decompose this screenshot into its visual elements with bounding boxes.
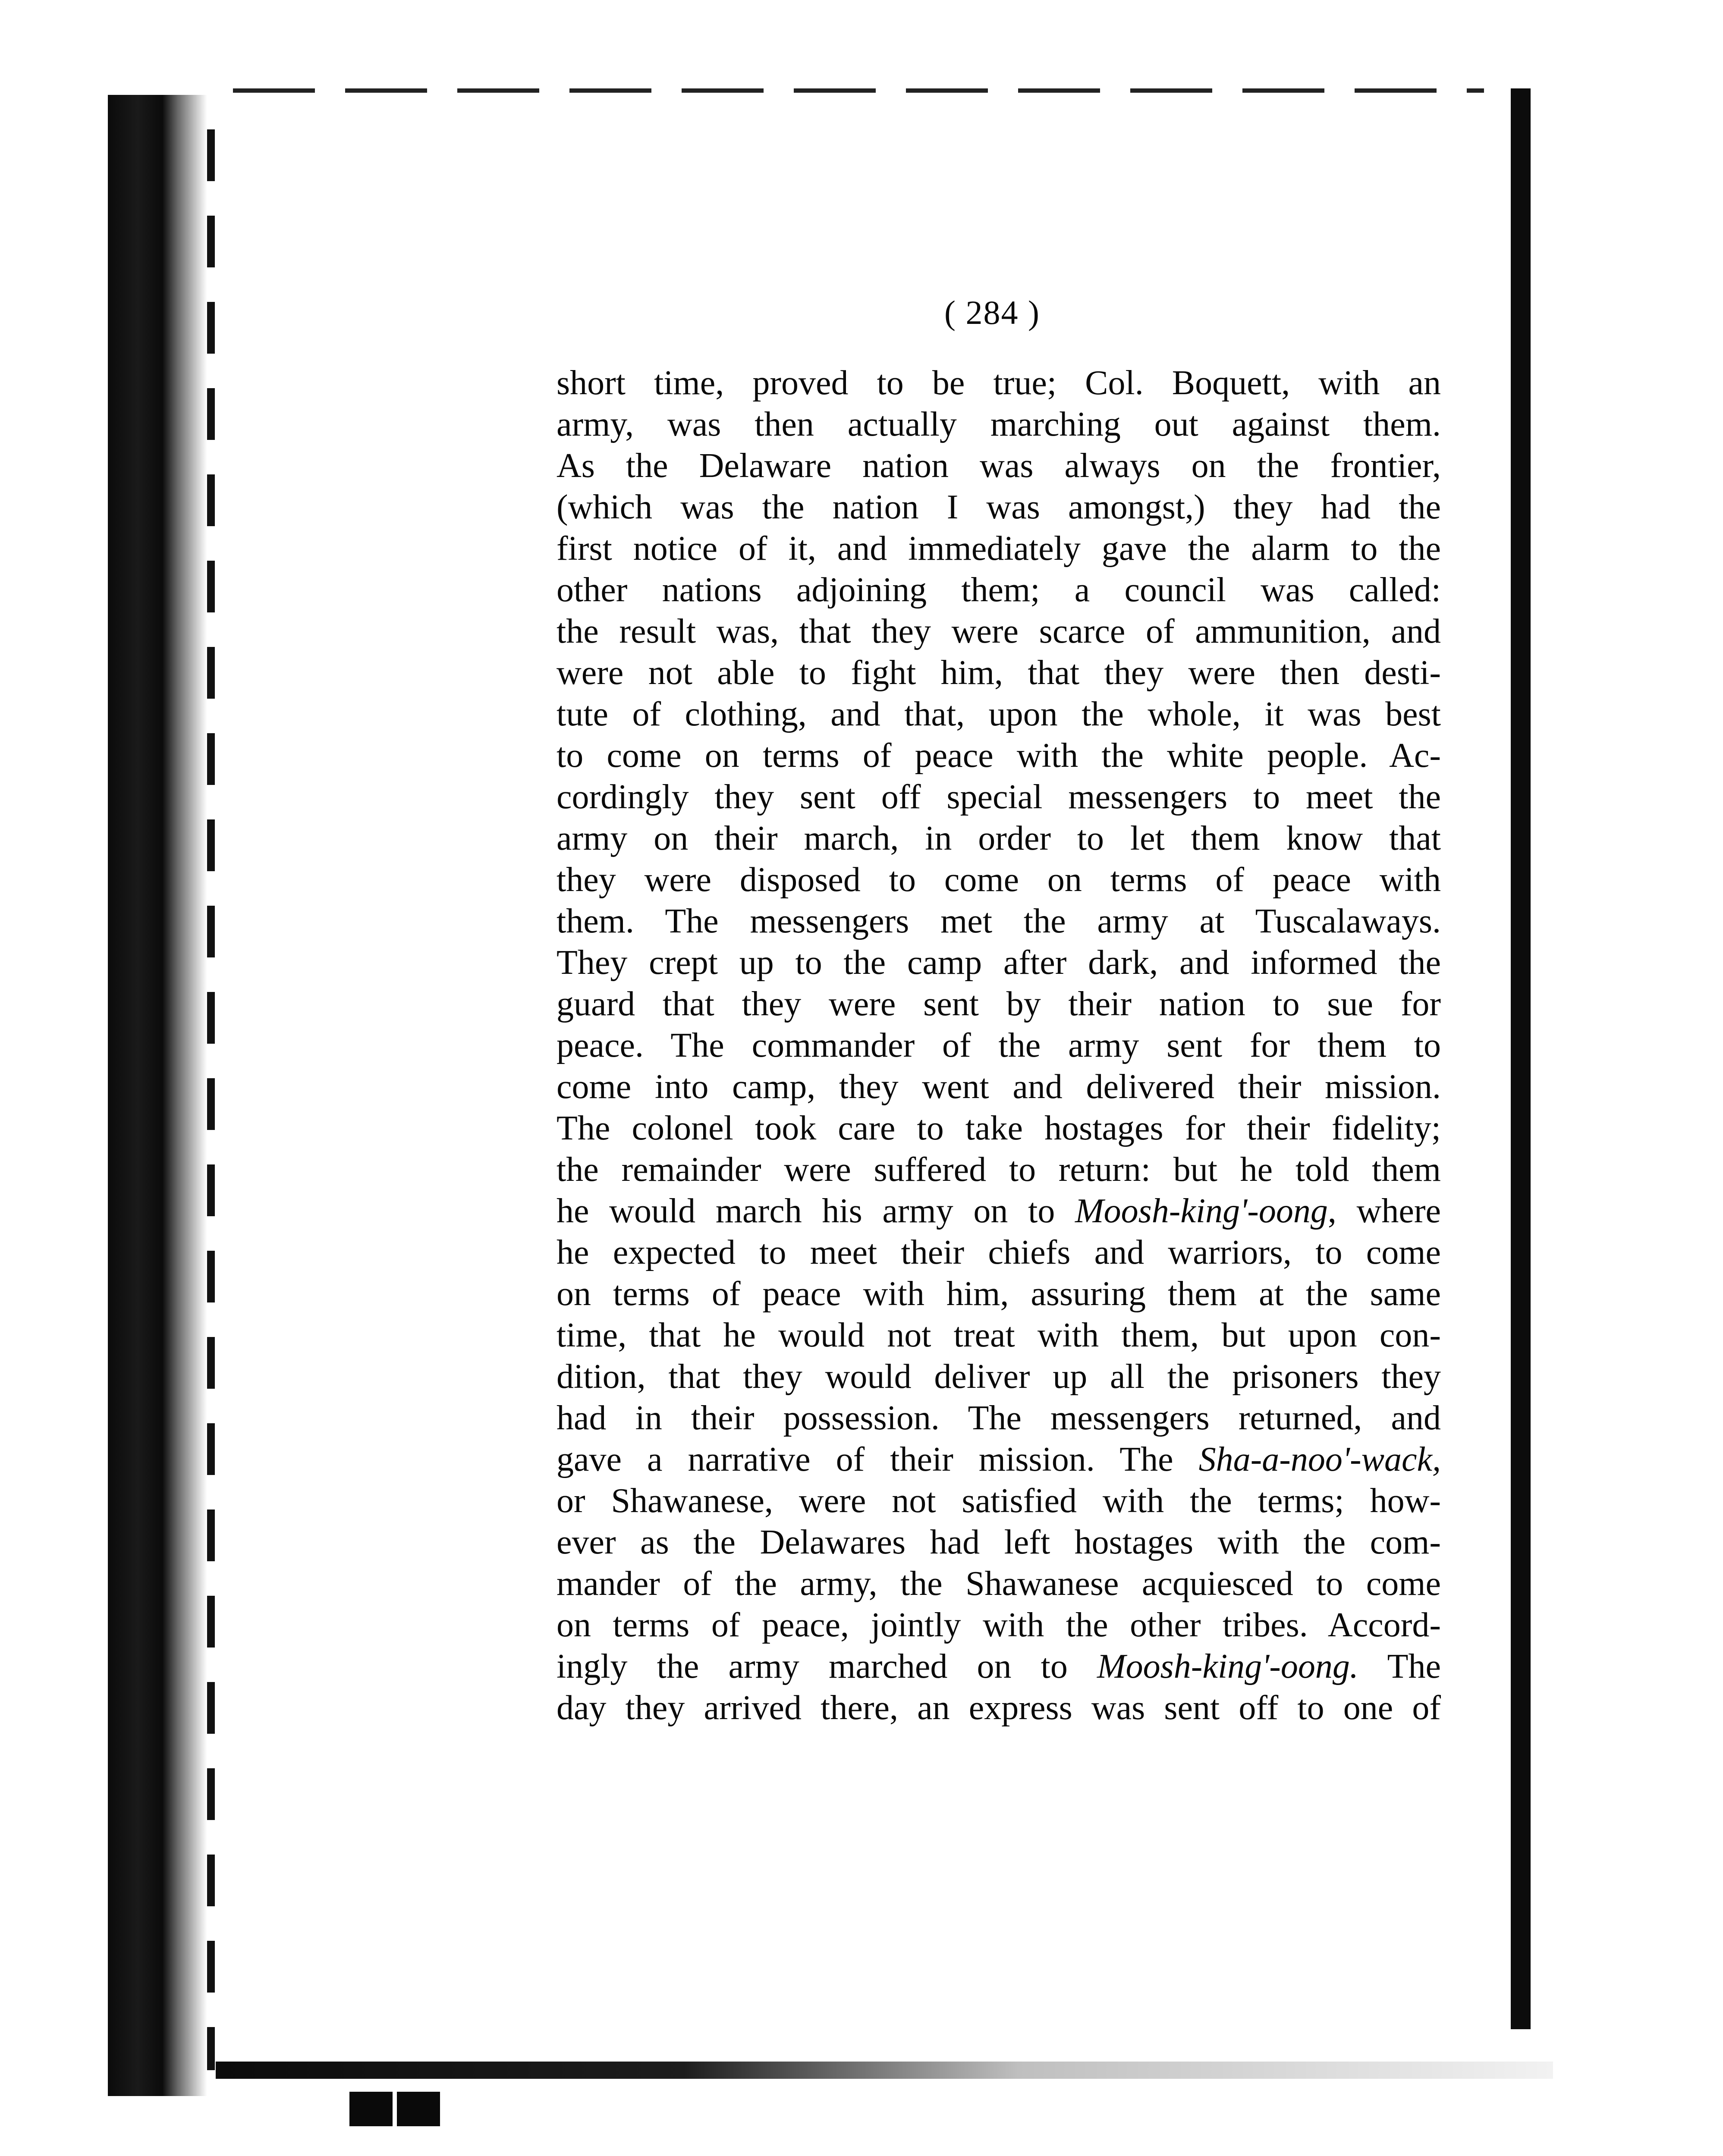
text-line-with-italic bbox=[557, 1646, 1441, 1687]
text-line: to come on terms of peace with the white people. Ac- bbox=[557, 737, 1441, 775]
text-line: peace. The commander of the army sent for them to bbox=[557, 1026, 1441, 1064]
text-line-with-italic bbox=[557, 1439, 1441, 1480]
gutter-marks bbox=[207, 129, 215, 2070]
italic-place-name: Moosh-king'-oong bbox=[1075, 1192, 1328, 1230]
text-line: on terms of peace, jointly with the other tribes. Accord- bbox=[557, 1606, 1441, 1644]
text-line: first notice of it, and immediately gave the alarm to the bbox=[557, 530, 1441, 568]
text-line: guard that they were sent by their nation to sue for bbox=[557, 985, 1441, 1023]
text-line: As the Delaware nation was always on the frontier, bbox=[557, 447, 1441, 485]
text-line: the result was, that they were scarce of ammunition, and bbox=[557, 612, 1441, 650]
text-line: They crept up to the camp after dark, and informed the bbox=[557, 944, 1441, 982]
bottom-edge-shadow bbox=[216, 2062, 1553, 2079]
text-line: tute of clothing, and that, upon the whole, it was best bbox=[557, 695, 1441, 733]
text-line: they were disposed to come on terms of peace with bbox=[557, 861, 1441, 899]
text-segment: ingly the army marched on to bbox=[557, 1648, 1097, 1685]
text-line: the remainder were suffered to return: but he told them bbox=[557, 1151, 1441, 1189]
text-segment: gave a narrative of their mission. The bbox=[557, 1440, 1199, 1478]
text-line: army on their march, in order to let them know that bbox=[557, 819, 1441, 857]
text-line: were not able to fight him, that they were then desti- bbox=[557, 654, 1441, 692]
text-line: dition, that they would deliver up all the prisoners they bbox=[557, 1358, 1441, 1396]
text-line: other nations adjoining them; a council was called: bbox=[557, 571, 1441, 609]
text-line: army, was then actually marching out against them. bbox=[557, 405, 1441, 443]
bottom-corner-mark bbox=[349, 2092, 393, 2126]
text-line: ever as the Delawares had left hostages with the com- bbox=[557, 1523, 1441, 1561]
italic-place-name: Moosh-king'-oong. bbox=[1097, 1648, 1358, 1685]
text-line: or Shawanese, were not satisfied with the terms; how- bbox=[557, 1482, 1441, 1520]
text-line: The colonel took care to take hostages for their fidelity; bbox=[557, 1109, 1441, 1147]
text-line: he expected to meet their chiefs and warriors, to come bbox=[557, 1233, 1441, 1271]
text-line-with-italic bbox=[557, 1190, 1441, 1232]
text-segment: , where bbox=[1327, 1192, 1441, 1230]
text-line: cordingly they sent off special messengers to meet the bbox=[557, 778, 1441, 816]
text-line: time, that he would not treat with them, but upon con- bbox=[557, 1316, 1441, 1354]
page-number: ( 284 ) bbox=[944, 294, 1040, 331]
text-segment: he would march his army on to bbox=[557, 1192, 1075, 1230]
italic-tribe-name: Sha-a-noo'-wack, bbox=[1198, 1440, 1441, 1478]
text-line: on terms of peace with him, assuring them at the same bbox=[557, 1275, 1441, 1313]
text-line: day they arrived there, an express was sent off to one of bbox=[557, 1689, 1441, 1727]
right-page-edge bbox=[1511, 88, 1531, 2029]
text-line: had in their possession. The messengers returned, and bbox=[557, 1399, 1441, 1437]
page-body-text bbox=[557, 362, 1441, 1729]
text-segment: The bbox=[1358, 1648, 1441, 1685]
text-line: them. The messengers met the army at Tuscalaways. bbox=[557, 902, 1441, 940]
text-line: short time, proved to be true; Col. Boquett, with an bbox=[557, 364, 1441, 402]
text-line: mander of the army, the Shawanese acquiesced to come bbox=[557, 1565, 1441, 1603]
text-line: come into camp, they went and delivered their mission. bbox=[557, 1068, 1441, 1106]
bottom-corner-mark bbox=[397, 2092, 440, 2126]
text-line: (which was the nation I was amongst,) they had the bbox=[557, 488, 1441, 526]
book-spine-shadow bbox=[108, 95, 207, 2096]
top-edge-marks bbox=[233, 88, 1484, 93]
